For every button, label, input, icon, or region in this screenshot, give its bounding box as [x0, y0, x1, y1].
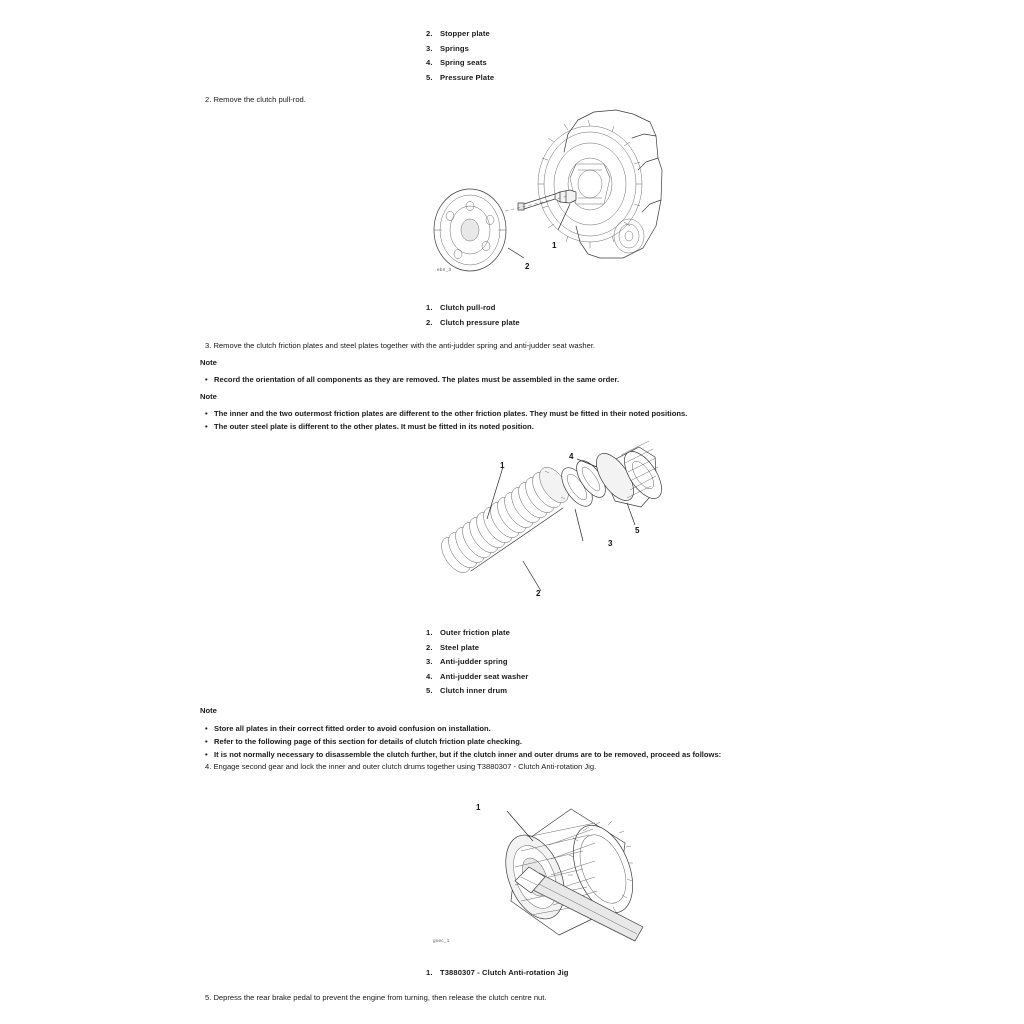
legend-item [426, 684, 528, 699]
legend-number: 4. [426, 671, 433, 681]
figure-2-legend [426, 626, 528, 699]
bullet-item: • The inner and the two outermost friction plates are different to the other friction plates. They must be fitted in their noted positions. [205, 407, 687, 420]
legend-label: Springs [440, 43, 469, 53]
legend-item [426, 966, 569, 981]
legend-label: Clutch pressure plate [440, 317, 520, 327]
legend-item [426, 626, 528, 641]
figure-3-callout-1: 1 [476, 803, 481, 812]
legend-number: 3. [426, 657, 433, 666]
figure-2-callout-3: 3 [608, 539, 613, 548]
legend-item [426, 56, 494, 71]
note-1-bullets [205, 373, 619, 386]
legend-item [426, 641, 528, 656]
figure-1-callout-2: 2 [525, 262, 530, 271]
legend-label: Outer friction plate [440, 628, 510, 637]
legend-label: Stopper plate [440, 29, 490, 38]
note-label-1: Note [200, 358, 217, 367]
figure-1-callout-1: 1 [552, 241, 557, 250]
legend-number: 4. [426, 58, 433, 67]
legend-number: 2. [426, 642, 433, 652]
legend-item [426, 655, 528, 670]
bullet-item: • Store all plates in their correct fitted order to avoid confusion on installation. [205, 722, 721, 735]
legend-item [426, 316, 520, 331]
note-2-bullets [205, 407, 687, 433]
legend-number: 2. [426, 29, 433, 38]
legend-label: Steel plate [440, 642, 480, 652]
figure-anti-rotation-jig [475, 795, 675, 945]
figure-3-code: gxec_1 [433, 938, 450, 943]
step-4-text: 4. Engage second gear and lock the inner and outer clutch drums together using T3880307 - Clutch Anti-rotation Jig. [205, 762, 597, 771]
legend-item [426, 42, 494, 57]
figure-2-callout-5: 5 [635, 526, 640, 535]
legend-label: Anti-judder seat washer [440, 671, 529, 681]
legend-number: 3. [426, 43, 433, 53]
legend-item [426, 71, 494, 86]
step-5-text: 5. Depress the rear brake pedal to prevent the engine from turning, then release the clutch centre nut. [205, 993, 547, 1002]
figure-2-callout-4: 4 [569, 452, 574, 461]
step-2-text: 2. Remove the clutch pull-rod. [205, 95, 306, 104]
figure-2-callout-2: 2 [536, 589, 541, 598]
legend-label: Clutch inner drum [440, 686, 508, 695]
legend-number: 2. [426, 317, 433, 327]
bullet-item: • It is not normally necessary to disassemble the clutch further, but if the clutch inner and outer drums are to be removed, proceed as follows: [205, 748, 721, 761]
top-legend-list [426, 27, 494, 85]
legend-item [426, 27, 494, 42]
step-3-text: 3. Remove the clutch friction plates and steel plates together with the anti-judder spring and anti-judder seat washer. [205, 341, 596, 350]
figure-3-legend [426, 966, 569, 981]
figure-2-callout-1: 1 [500, 461, 505, 470]
figure-1-legend [426, 301, 520, 330]
figure-1-code: ebn_3 [437, 267, 452, 272]
note-label-2: Note [200, 392, 217, 401]
legend-label: Pressure Plate [440, 72, 495, 82]
bullet-item: • The outer steel plate is different to the other plates. It must be fitted in its noted position. [205, 420, 687, 433]
bullet-item: • Record the orientation of all components as they are removed. The plates must be assembled in the same order. [205, 373, 619, 386]
legend-label: Spring seats [440, 58, 487, 67]
note-label-3: Note [200, 706, 217, 715]
note-3-bullets [205, 722, 721, 761]
legend-number: 1. [426, 303, 433, 312]
legend-label: Clutch pull-rod [440, 303, 496, 312]
legend-number: 5. [426, 72, 433, 82]
legend-number: 1. [426, 968, 433, 977]
legend-item [426, 670, 528, 685]
legend-number: 5. [426, 686, 433, 695]
bullet-item: • Refer to the following page of this section for details of clutch friction plate checking. [205, 735, 721, 748]
legend-number: 1. [426, 628, 433, 637]
legend-item [426, 301, 520, 316]
figure-clutch-pull-rod [418, 108, 688, 283]
legend-label: T3880307 - Clutch Anti-rotation Jig [440, 968, 569, 977]
legend-label: Anti-judder spring [440, 657, 508, 666]
